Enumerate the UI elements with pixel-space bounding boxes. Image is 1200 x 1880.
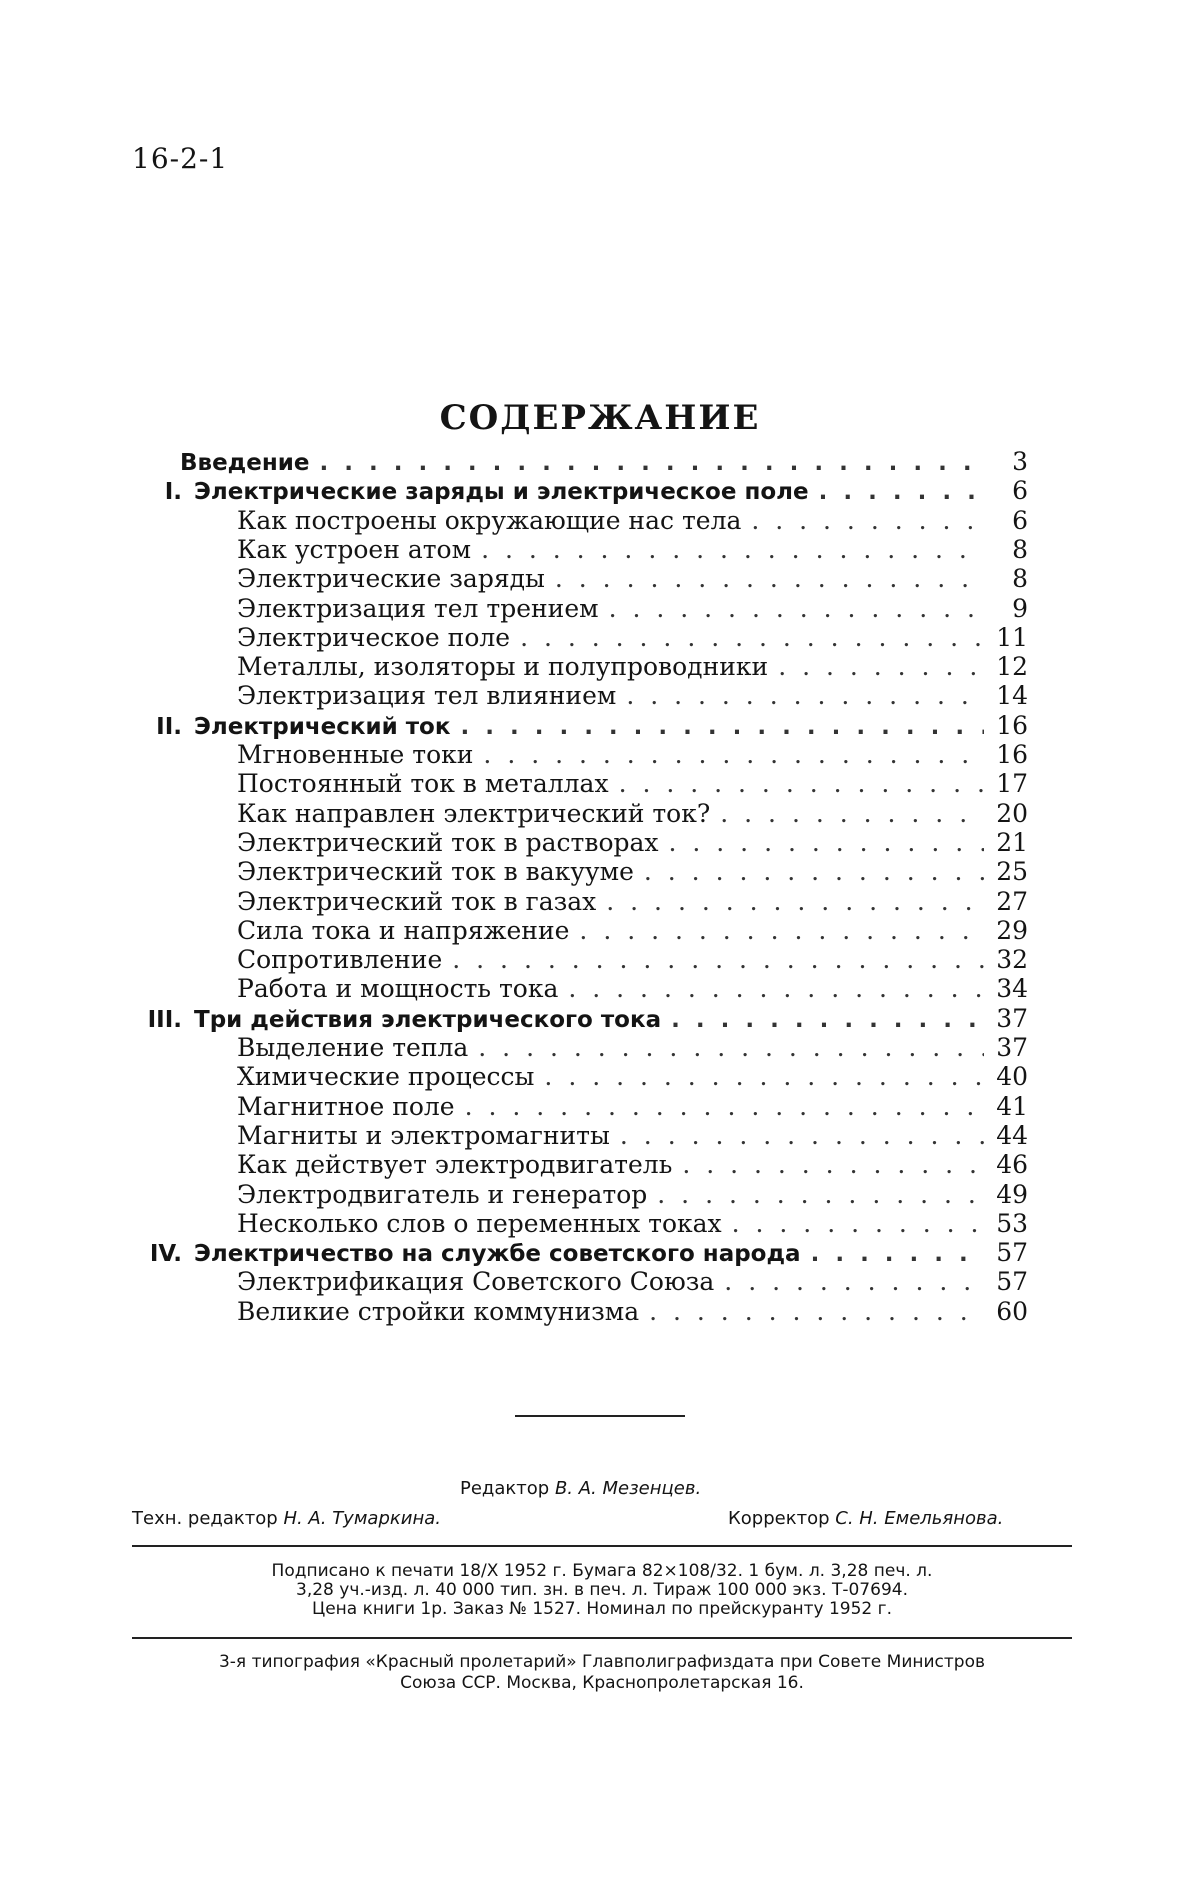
toc-page-number: 21 — [994, 828, 1028, 858]
press-line: 3-я типография «Красный пролетарий» Главполиграфиздата при Совете Министров — [132, 1652, 1072, 1673]
toc-intro-entry — [180, 447, 1028, 477]
toc-entry-title: Электричество на службе советского народа — [194, 1239, 801, 1269]
toc-page-number: 12 — [994, 652, 1028, 682]
toc-section-entry — [237, 799, 1028, 829]
toc-entry-title: Магнитное поле — [237, 1092, 455, 1122]
editor-name: В. А. Мезенцев. — [555, 1478, 701, 1499]
corrector-name: С. Н. Емельянова. — [835, 1508, 1003, 1529]
toc-section-entry — [237, 506, 1028, 536]
toc-entry-title: Как направлен электрический ток? — [237, 799, 710, 829]
toc-section-entry — [237, 652, 1028, 682]
toc-section-entry — [237, 623, 1028, 653]
imprint-rule-top — [132, 1545, 1072, 1547]
toc-section-entry — [237, 594, 1028, 624]
toc-dot-leader — [669, 828, 985, 858]
toc-page-number: 14 — [994, 681, 1028, 711]
toc-page-number: 53 — [994, 1209, 1028, 1239]
page-title: СОДЕРЖАНИЕ — [0, 398, 1200, 438]
toc-page-number: 3 — [994, 447, 1028, 477]
toc-dot-leader — [620, 1121, 984, 1151]
toc-entry-title: Сопротивление — [237, 945, 442, 975]
toc-page-number: 29 — [994, 916, 1028, 946]
toc-chapter-entry — [132, 1238, 1028, 1268]
toc-section-entry — [237, 1092, 1028, 1122]
toc-entry-title: Магниты и электромагниты — [237, 1121, 610, 1151]
toc-page-number: 6 — [994, 506, 1028, 536]
toc-dot-leader — [568, 974, 984, 1004]
toc-section-entry — [237, 887, 1028, 917]
toc-page-number: 25 — [994, 857, 1028, 887]
toc-page-number: 8 — [994, 535, 1028, 565]
toc-entry-title: Химические процессы — [237, 1062, 534, 1092]
toc-entry-title: Металлы, изоляторы и полупроводники — [237, 652, 768, 682]
toc-dot-leader — [478, 1033, 984, 1063]
toc-section-entry — [237, 945, 1028, 975]
toc-entry-title: Электрические заряды и электрическое поле — [194, 477, 809, 507]
toc-dot-leader — [720, 799, 984, 829]
toc-chapter-number: III. — [132, 1005, 182, 1035]
editor-label: Редактор — [460, 1478, 549, 1499]
tech-editor-credit — [132, 1508, 441, 1529]
toc-dot-leader — [483, 740, 984, 770]
toc-entry-title: Сила тока и напряжение — [237, 916, 569, 946]
toc-entry-title: Электрический ток в газах — [237, 887, 596, 917]
toc-page-number: 27 — [994, 887, 1028, 917]
toc-dot-leader — [778, 652, 984, 682]
toc-dot-leader — [751, 506, 984, 536]
toc-chapter-number: I. — [132, 477, 182, 507]
toc-section-entry — [237, 681, 1028, 711]
toc-section-entry — [237, 1297, 1028, 1327]
toc-section-entry — [237, 535, 1028, 565]
corrector-credit — [728, 1508, 1003, 1529]
toc-page-number: 6 — [994, 476, 1028, 506]
toc-section-entry — [237, 857, 1028, 887]
toc-dot-leader — [619, 769, 984, 799]
tech-editor-name: Н. А. Тумаркина. — [283, 1508, 441, 1529]
toc-entry-title: Электризация тел влиянием — [237, 681, 616, 711]
toc-section-entry — [237, 1033, 1028, 1063]
toc-page-number: 34 — [994, 974, 1028, 1004]
toc-entry-title: Работа и мощность тока — [237, 974, 558, 1004]
toc-section-entry — [237, 1150, 1028, 1180]
toc-entry-title: Электрический ток в вакууме — [237, 857, 634, 887]
toc-entry-title: Постоянный ток в металлах — [237, 769, 609, 799]
imprint-rule-bottom — [132, 1637, 1072, 1639]
toc-page-number: 8 — [994, 564, 1028, 594]
toc-entry-title: Несколько слов о переменных токах — [237, 1209, 722, 1239]
toc-dot-leader — [460, 712, 984, 742]
print-details — [132, 1562, 1072, 1619]
toc-section-entry — [237, 769, 1028, 799]
toc-dot-leader — [649, 1297, 984, 1327]
toc-page-number: 60 — [994, 1297, 1028, 1327]
toc-chapter-entry — [132, 711, 1028, 741]
toc-dot-leader — [465, 1092, 984, 1122]
toc-dot-leader — [671, 1005, 984, 1035]
toc-dot-leader — [732, 1209, 984, 1239]
toc-section-entry — [237, 1267, 1028, 1297]
toc-entry-title: Введение — [180, 448, 309, 478]
toc-page-number: 37 — [994, 1004, 1028, 1034]
toc-dot-leader — [481, 535, 984, 565]
toc-page-number: 40 — [994, 1062, 1028, 1092]
toc-page-number: 20 — [994, 799, 1028, 829]
toc-page-number: 37 — [994, 1033, 1028, 1063]
print-line: 3,28 уч.-изд. л. 40 000 тип. зн. в печ. л. Тираж 100 000 экз. Т-07694. — [132, 1581, 1072, 1600]
toc-section-entry — [237, 564, 1028, 594]
toc-dot-leader — [555, 564, 984, 594]
toc-entry-title: Электрические заряды — [237, 564, 545, 594]
toc-section-entry — [237, 1180, 1028, 1210]
toc-entry-title: Три действия электрического тока — [194, 1005, 661, 1035]
press-line: Союза ССР. Москва, Краснопролетарская 16. — [132, 1673, 1072, 1694]
toc-entry-title: Электрификация Советского Союза — [237, 1267, 714, 1297]
toc-dot-leader — [626, 681, 984, 711]
editor-credit — [460, 1478, 701, 1499]
toc-section-entry — [237, 1121, 1028, 1151]
toc-page-number: 16 — [994, 711, 1028, 741]
toc-page-number: 57 — [994, 1238, 1028, 1268]
toc-dot-leader — [520, 623, 984, 653]
toc-page-number: 32 — [994, 945, 1028, 975]
toc-page-number: 9 — [994, 594, 1028, 624]
catalog-code: 16-2-1 — [132, 142, 228, 175]
toc-entry-title: Мгновенные токи — [237, 740, 473, 770]
toc-page-number: 17 — [994, 769, 1028, 799]
print-line: Цена книги 1р. Заказ № 1527. Номинал по прейскуранту 1952 г. — [132, 1600, 1072, 1619]
toc-dot-leader — [682, 1150, 984, 1180]
toc-chapter-entry — [132, 476, 1028, 506]
toc-dot-leader — [609, 594, 984, 624]
toc-page-number: 49 — [994, 1180, 1028, 1210]
toc-chapter-number: IV. — [132, 1239, 182, 1269]
toc-dot-leader — [724, 1267, 984, 1297]
toc-dot-leader — [544, 1062, 984, 1092]
toc-section-entry — [237, 1062, 1028, 1092]
print-line: Подписано к печати 18/X 1952 г. Бумага 82×108/32. 1 бум. л. 3,28 печ. л. — [132, 1562, 1072, 1581]
toc-entry-title: Как действует электродвигатель — [237, 1150, 672, 1180]
toc-dot-leader — [452, 945, 984, 975]
divider-rule — [515, 1415, 685, 1417]
tech-editor-label: Техн. редактор — [132, 1508, 278, 1529]
toc-section-entry — [237, 916, 1028, 946]
toc-dot-leader — [319, 448, 984, 478]
toc-page-number: 16 — [994, 740, 1028, 770]
toc-entry-title: Электрический ток в растворах — [237, 828, 659, 858]
toc-page-number: 44 — [994, 1121, 1028, 1151]
toc-chapter-entry — [132, 1004, 1028, 1034]
toc-entry-title: Электрический ток — [194, 712, 450, 742]
toc-page-number: 57 — [994, 1267, 1028, 1297]
toc-dot-leader — [811, 1239, 984, 1269]
toc-entry-title: Выделение тепла — [237, 1033, 468, 1063]
printing-house — [132, 1652, 1072, 1694]
toc-dot-leader — [644, 857, 984, 887]
toc-section-entry — [237, 974, 1028, 1004]
toc-entry-title: Как устроен атом — [237, 535, 471, 565]
toc-entry-title: Великие стройки коммунизма — [237, 1297, 639, 1327]
toc-section-entry — [237, 740, 1028, 770]
corrector-label: Корректор — [728, 1508, 830, 1529]
toc-dot-leader — [606, 887, 984, 917]
toc-dot-leader — [579, 916, 984, 946]
toc-chapter-number: II. — [132, 712, 182, 742]
toc-dot-leader — [819, 477, 984, 507]
toc-entry-title: Как построены окружающие нас тела — [237, 506, 741, 536]
toc-dot-leader — [657, 1180, 984, 1210]
toc-entry-title: Электродвигатель и генератор — [237, 1180, 647, 1210]
toc-page-number: 46 — [994, 1150, 1028, 1180]
toc-entry-title: Электризация тел трением — [237, 594, 599, 624]
toc-page-number: 11 — [994, 623, 1028, 653]
toc-entry-title: Электрическое поле — [237, 623, 510, 653]
toc-page-number: 41 — [994, 1092, 1028, 1122]
toc-section-entry — [237, 1209, 1028, 1239]
toc-section-entry — [237, 828, 1028, 858]
